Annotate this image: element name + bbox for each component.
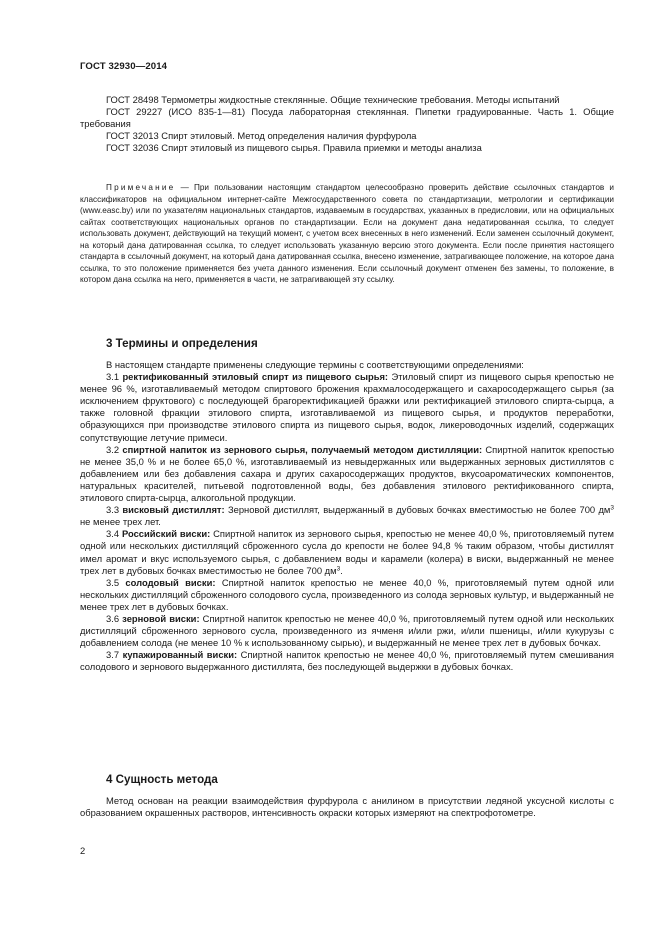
reference-item: ГОСТ 32013 Спирт этиловый. Метод определения наличия фурфурола	[106, 130, 417, 142]
section-3-body	[80, 359, 614, 673]
reference-item: ГОСТ 28498 Термометры жидкостные стеклянные. Общие технические требования. Методы испытаний	[106, 94, 560, 105]
page-number: 2	[80, 845, 86, 856]
term-3-1: 3.1 ректификованный этиловый спирт из пищевого сырья: Этиловый спирт из пищевого сырья крепостью не менее 96 %, изготавливаемый методом спиртового брожения крахмалосодержащего и сахаросодержащего сырья (за исключением фруктового) с последующей брагоректификацией бражки или ректификацией этилового спирта-сырца, а также головной фракции этилового спирта, изготавливаемой из пищевого сырья, и продуктов переработки, образующихся при производстве этилового спирта из пищевого сырья, водок, ликероводочных изделий, содержащих сопутствующие летучие примеси.	[80, 371, 614, 443]
term-name: купажированный виски:	[122, 649, 238, 661]
term-definition: Спиртной напиток крепостью не менее 40,0 %, приготовляемый путем одной или нескольких дистилляций сброженного солодового сусла, произведенного из солода зерновых культур, и выдержанный не менее трех лет в дубовых бочках.	[80, 576, 615, 612]
term-3-5: 3.5 солодовый виски: Спиртной напиток крепостью не менее 40,0 %, приготовляемый путем одной или нескольких дистилляций сброженного солодового сусла, произведенного из солода зерновых культур, и выдержанный не менее трех лет в дубовых бочках.	[80, 576, 615, 612]
reference-item: ГОСТ 29227 (ИСО 835-1—81) Посуда лабораторная стеклянная. Пипетки градуированные. Часть 1. Общие требования	[80, 106, 614, 130]
note-label: Примечание	[106, 183, 176, 192]
term-3-3: 3.3 висковый дистиллят: Зерновой дистиллят, выдержанный в дубовых бочках вместимостью не более 700 $дм^3$ не менее трех лет.	[80, 504, 614, 528]
term-name: зерновой виски:	[122, 612, 200, 624]
term-name: висковый дистиллят:	[122, 504, 225, 516]
term-definition: Этиловый спирт из пищевого сырья крепостью не менее 96 %, изготавливаемый методом спиртового брожения крахмалосодержащего и сахаросодержащего сырья (за исключением фруктового) с последующей брагоректификацией бражки или ректификацией этилового спирта-сырца, а также головной фракции этилового спирта, изготавливаемой из пищевого сырья, и продуктов переработки, образующихся при производстве этилового спирта из пищевого сырья, водок, ликероводочных изделий, содержащих сопутствующие летучие примеси.	[80, 371, 614, 443]
superscript: 3	[610, 504, 614, 512]
section-4-text: Метод основан на реакции взаимодействия фурфурола с анилином в присутствии ледяной уксусной кислоты с образованием окрашенных растворов, интенсивность окраски которых измеряют на спектрофотометре.	[80, 795, 614, 819]
section-4-title: 4 Сущность метода	[106, 773, 218, 786]
term-3-7: 3.7 купажированный виски: Спиртной напиток крепостью не менее 40,0 %, приготовляемый путем смешивания солодового и зернового выдержанного дистиллята, без последующей выдержки в дубовых бочках.	[80, 649, 614, 673]
term-definition: Спиртной напиток крепостью не менее 35,0 % и не более 65,0 %, изготавливаемый из невыдержанных или выдержанных зерновых дистиллятов с добавлением или без добавления сахара и других сахаросодержащих продуктов, вкусоароматических компонентов, натуральных красителей, питьевой подготовленной воды, без добавления этилового ректификованного спирта, этилового спирта-сырца, алкогольной продукции.	[80, 443, 614, 504]
term-definition: Спиртной напиток из зернового сырья, крепостью не менее 40,0 %, приготовляемый путем одной или нескольких дистилляций сброженного сусла до крепости не более 94,8 % таким образом, чтобы дистиллят имел аромат и вкус используемого сырья, с добавлением воды и карамели (колера) в виски, выдержанный не менее трех лет в дубовых бочках вместимостью не более 700 дм	[80, 528, 614, 576]
term-name: солодовый виски:	[125, 576, 216, 588]
term-definition: Зерновой дистиллят, выдержанный в дубовых бочках вместимостью не более 700 дм	[224, 504, 611, 516]
term-3-4: 3.4 Российский виски: Спиртной напиток из зернового сырья, крепостью не менее 40,0 %, приготовляемый путем одной или нескольких дистилляций сброженного сусла до крепости не более 94,8 % таким образом, чтобы дистиллят имел аромат и вкус используемого сырья, с добавлением воды и карамели (колера) в виски, выдержанный не менее трех лет в дубовых бочках вместимостью не более 700 $дм^3$.	[80, 528, 614, 576]
reference-item: ГОСТ 32036 Спирт этиловый из пищевого сырья. Правила приемки и методы анализа	[106, 142, 482, 154]
normative-references-list	[80, 94, 614, 154]
term-name: Российский виски:	[121, 528, 211, 540]
term-3-2: 3.2 спиртной напиток из зернового сырья, получаемый методом дистилляции: Спиртной напиток крепостью не менее 35,0 % и не более 65,0 %, изготавливаемый из невыдержанных или выдержанных зерновых дистиллятов с добавлением или без добавления сахара и других сахаросодержащих продуктов, вкусоароматических компонентов, натуральных красителей, питьевой подготовленной воды, без добавления этилового ректификованного спирта, этилового спирта-сырца, алкогольной продукции.	[80, 443, 614, 504]
section-3-title: 3 Термины и определения	[106, 337, 258, 350]
superscript: 3	[336, 565, 341, 573]
term-definition: Спиртной напиток крепостью не менее 40,0 %, приготовляемый путем одной или нескольких дистилляций сброженного зернового сусла, произведенного из ячменя и/или ржи, и/или пшеницы, и/или кукурузы с добавлением солода (не менее 10 % к использованному сырью), и выдержанный не менее трех лет в дубовых бочках.	[80, 612, 614, 649]
term-name: спиртной напиток из зернового сырья, получаемый методом дистилляции:	[122, 443, 483, 455]
section-3-intro: В настоящем стандарте применены следующие термины с соответствующими определениями:	[106, 359, 524, 370]
note-block	[80, 182, 614, 286]
term-definition: Спиртной напиток крепостью не менее 40,0 %, приготовляемый путем смешивания солодового и зернового выдержанного дистиллята, без последующей выдержки в дубовых бочках.	[80, 649, 614, 673]
page-header-doc-id: ГОСТ 32930—2014	[80, 61, 168, 72]
section-4-body	[80, 795, 614, 819]
note-text: — При пользовании настоящим стандартом целесообразно проверить действие ссылочных стандартов и классификаторов на официальном интернет-сайте Межгосударственного совета по стандартизации, метрологии и сертификации (www.easc.by) или по указателям национальных стандартов, издаваемым в государствах, указанных в предисловии, или на официальных сайтах соответствующих национальных органов по стандартизации. Если на документ дана недатированная ссылка, то следует использовать документ, действующий на текущий момент, с учетом всех внесенных в него изменений. Если заменен ссылочный документ, на который дана датированная ссылка, то следует использовать указанную версию этого документа. Если после принятия настоящего стандарта в ссылочный документ, на который дана датированная ссылка, внесено изменение, затрагивающее положение, на которое дана ссылка, то это положение применяется без учета данного изменения. Если ссылочный документ отменен без замены, то положение, в котором дана ссылка на него, применяется в части, не затрагивающей эту ссылку.	[80, 183, 614, 284]
term-name: ректификованный этиловый спирт из пищевого сырья:	[122, 371, 389, 383]
term-3-6: 3.6 зерновой виски: Спиртной напиток крепостью не менее 40,0 %, приготовляемый путем одной или нескольких дистилляций сброженного зернового сусла, произведенного из ячменя и/или ржи, и/или пшеницы, и/или кукурузы с добавлением солода (не менее 10 % к использованному сырью), и выдержанный не менее трех лет в дубовых бочках.	[80, 612, 614, 649]
